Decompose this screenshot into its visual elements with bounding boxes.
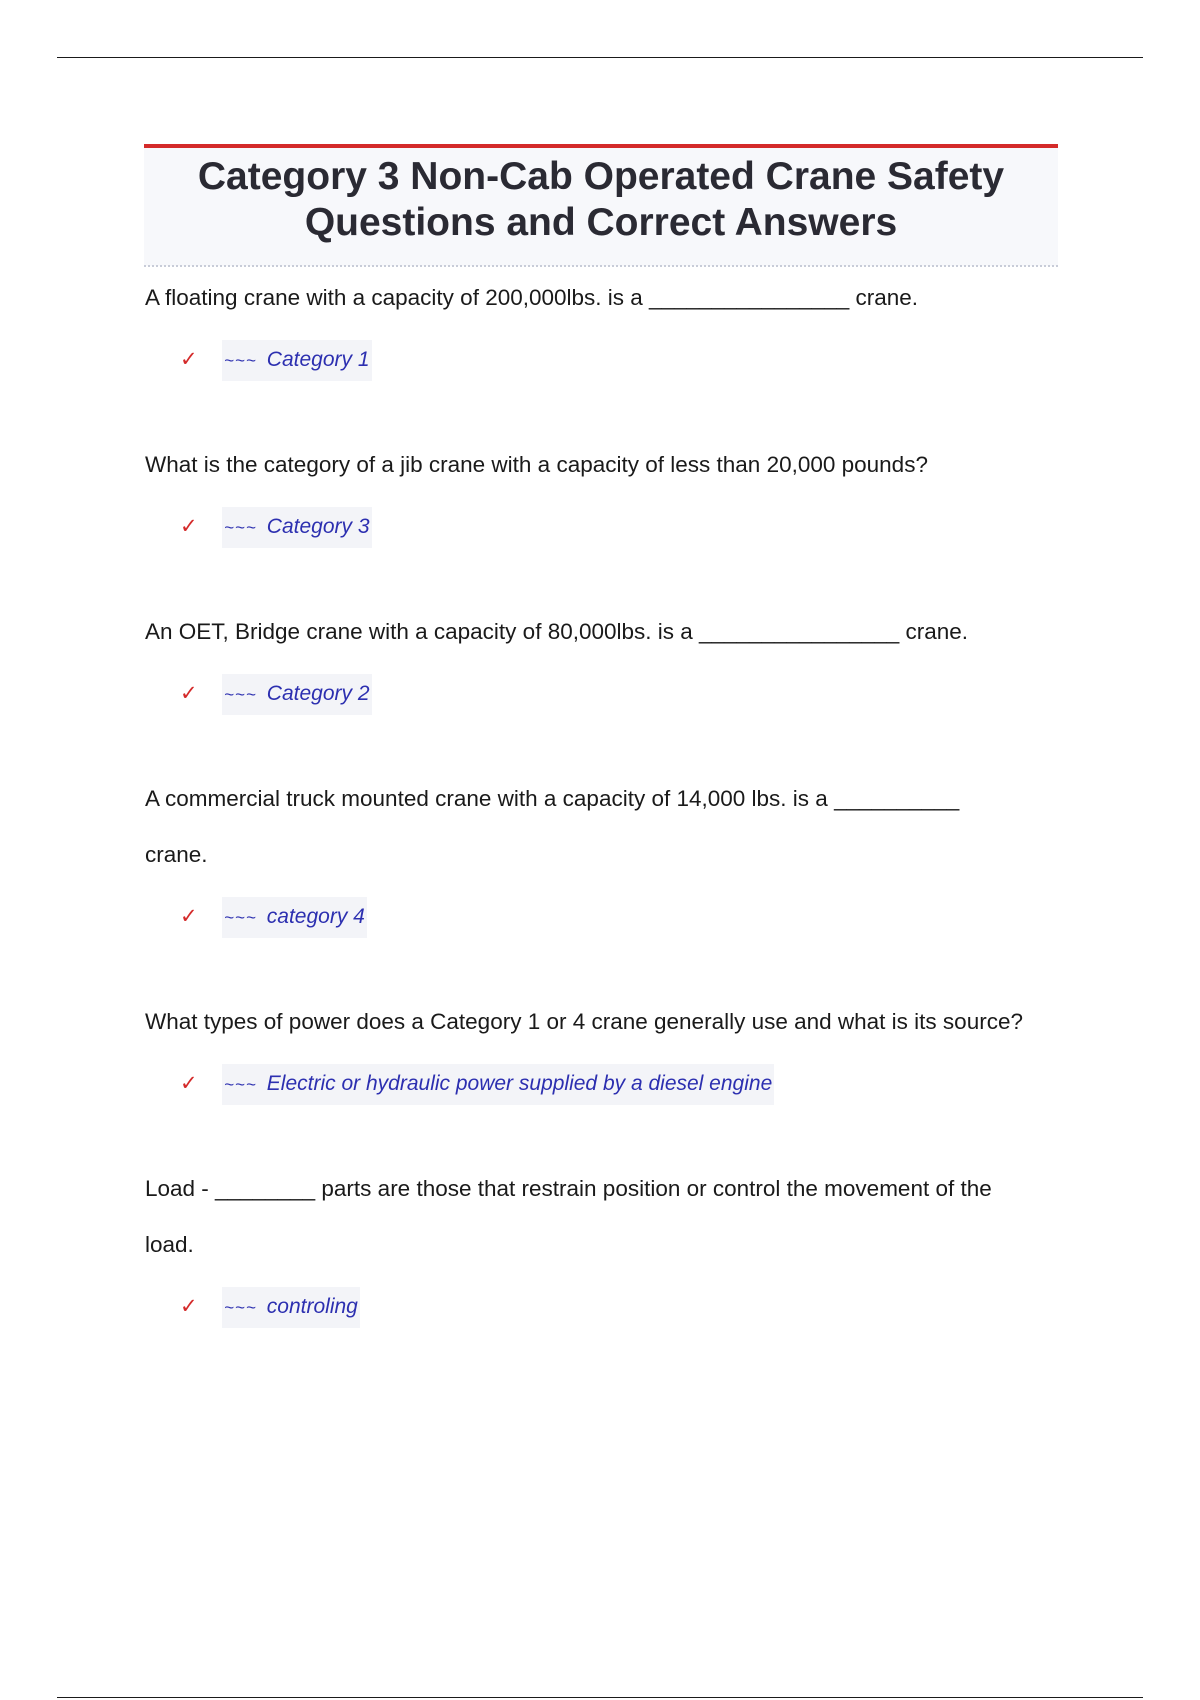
answer-marker: ~~~ (224, 1075, 257, 1094)
checkmark-icon: ✓ (180, 515, 198, 538)
answer-row (144, 897, 1058, 937)
question-text: What types of power does a Category 1 or 4 crane generally use and what is its source? (145, 1009, 1023, 1034)
answer-text: Category 2 (266, 682, 370, 705)
title-dotted-divider (144, 265, 1058, 267)
answer-marker: ~~~ (224, 908, 257, 927)
answer-text: controling (266, 1295, 358, 1318)
page-top-rule (57, 57, 1143, 58)
page-bottom-rule (57, 1697, 1143, 1698)
answer-marker: ~~~ (224, 518, 257, 537)
answer-row (144, 340, 1058, 380)
title-banner (144, 144, 1058, 266)
answer-marker: ~~~ (224, 1298, 257, 1317)
checkmark-icon: ✓ (180, 905, 198, 928)
checkmark-icon: ✓ (180, 348, 198, 371)
question-text: An OET, Bridge crane with a capacity of 80,000lbs. is a ________________ crane. (145, 619, 969, 644)
answer-row (144, 507, 1058, 547)
answer-value (222, 1287, 360, 1328)
answer-marker: ~~~ (224, 685, 257, 704)
answer-text: Category 1 (266, 348, 370, 371)
question-text: What is the category of a jib crane with a capacity of less than 20,000 pounds? (145, 452, 928, 477)
answer-text: category 4 (266, 905, 365, 928)
answer-value (222, 340, 372, 381)
answer-value (222, 674, 372, 715)
title-line-1: Category 3 Non-Cab Operated Crane Safety (197, 155, 1005, 198)
qa-item (144, 604, 1058, 714)
qa-item (144, 771, 1058, 937)
checkmark-icon: ✓ (180, 1072, 198, 1095)
qa-item (144, 994, 1058, 1104)
checkmark-icon: ✓ (180, 682, 198, 705)
question-text: A commercial truck mounted crane with a capacity of 14,000 lbs. is a __________ crane. (145, 786, 960, 867)
answer-value (222, 507, 372, 548)
answer-row (144, 1287, 1058, 1327)
answer-value (222, 1064, 774, 1105)
answer-row (144, 674, 1058, 714)
document-title (144, 148, 1058, 246)
qa-item (144, 437, 1058, 547)
answer-row (144, 1064, 1058, 1104)
checkmark-icon: ✓ (180, 1295, 198, 1318)
document-body (144, 144, 1058, 1327)
answer-text: Category 3 (266, 515, 370, 538)
question-text: A floating crane with a capacity of 200,000lbs. is a ________________ crane. (145, 285, 919, 310)
answer-value (222, 897, 367, 938)
title-line-2: Questions and Correct Answers (304, 201, 898, 244)
answer-text: Electric or hydraulic power supplied by a diesel engine (266, 1072, 773, 1095)
qa-item (144, 1161, 1058, 1327)
question-text: Load - ________ parts are those that restrain position or control the movement of the load. (145, 1176, 992, 1257)
answer-marker: ~~~ (224, 351, 257, 370)
qa-item (144, 270, 1058, 380)
